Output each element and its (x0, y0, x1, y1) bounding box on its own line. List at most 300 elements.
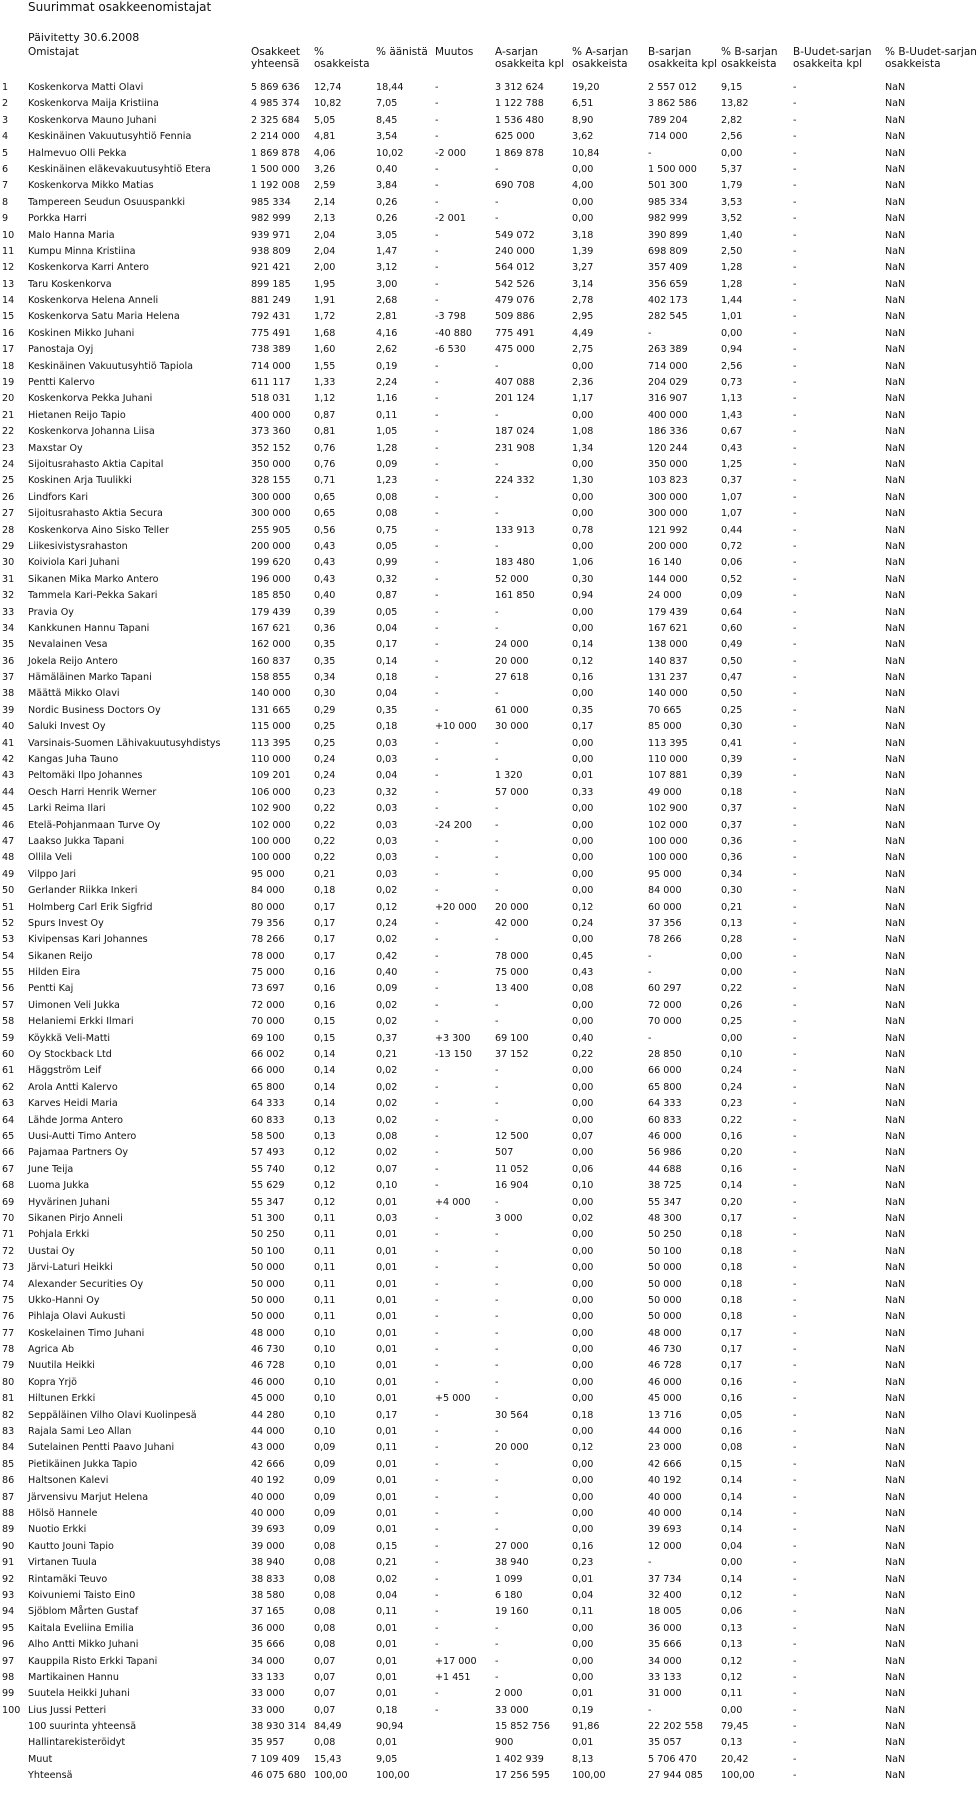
table-cell: NaN (885, 803, 906, 815)
table-row (0, 1375, 960, 1391)
table-cell: 0,11 (376, 1442, 398, 1454)
table-cell: 0,16 (572, 1540, 594, 1552)
table-cell: 0,10 (721, 1049, 743, 1061)
table-cell: 102 000 (648, 819, 688, 831)
table-cell: NaN (885, 901, 906, 913)
table-cell: 0,02 (376, 999, 398, 1011)
table-cell: 792 431 (251, 311, 291, 323)
table-cell: - (793, 1688, 797, 1700)
table-cell: NaN (885, 639, 906, 651)
table-cell: NaN (885, 1344, 906, 1356)
table-cell: 44 000 (648, 1426, 682, 1438)
table-cell: - (495, 1327, 499, 1339)
table-cell: 15 852 756 (495, 1721, 550, 1733)
table-cell: 48 000 (648, 1327, 682, 1339)
table-cell: 80 (2, 1376, 15, 1388)
table-cell: 0,00 (572, 852, 594, 864)
table-row (0, 1604, 960, 1620)
table-cell: 8,45 (376, 114, 398, 126)
table-cell: - (495, 360, 499, 372)
table-cell: 9 (2, 213, 9, 225)
table-cell: - (495, 1376, 499, 1388)
table-cell: - (435, 1098, 439, 1110)
table-cell: 187 024 (495, 426, 535, 438)
table-cell: NaN (885, 1540, 906, 1552)
table-cell: NaN (885, 1049, 906, 1061)
table-cell: 0,12 (572, 901, 594, 913)
table-cell: NaN (885, 655, 906, 667)
table-cell: 0,10 (314, 1360, 336, 1372)
table-cell: 50 250 (648, 1229, 682, 1241)
table-cell: 20 000 (495, 655, 529, 667)
table-cell: 0,03 (376, 1212, 398, 1224)
table-cell: 352 152 (251, 442, 291, 454)
table-cell: 18 005 (648, 1606, 682, 1618)
table-cell: - (495, 1475, 499, 1487)
table-cell: 4,81 (314, 131, 336, 143)
table-cell: - (793, 901, 797, 913)
table-cell: 81 (2, 1393, 15, 1405)
table-cell: 0,00 (572, 409, 594, 421)
table-cell: 3,27 (572, 262, 594, 274)
table-cell: 3,84 (376, 180, 398, 192)
table-cell: 84 000 (648, 885, 682, 897)
table-cell: - (435, 1491, 439, 1503)
table-cell: NaN (885, 983, 906, 995)
table-cell: - (793, 1737, 797, 1749)
table-cell: - (435, 360, 439, 372)
table-cell: 24 000 (648, 590, 682, 602)
owner-name-cell: Karves Heidi Maria (28, 1098, 118, 1110)
table-cell: 48 300 (648, 1212, 682, 1224)
table-cell: NaN (885, 1409, 906, 1421)
table-cell: 42 (2, 754, 15, 766)
table-cell: 179 439 (648, 606, 688, 618)
owner-name-cell: Pietikäinen Jukka Tapio (28, 1458, 138, 1470)
table-cell: 0,18 (721, 1229, 743, 1241)
owner-name-cell: Luoma Jukka (28, 1180, 90, 1192)
table-cell: NaN (885, 344, 906, 356)
table-cell: 2,62 (376, 344, 398, 356)
table-cell: 76 (2, 1311, 15, 1323)
table-cell: 3,12 (376, 262, 398, 274)
table-cell: 0,06 (721, 557, 743, 569)
table-cell: - (435, 1360, 439, 1372)
table-cell: 0,23 (721, 1098, 743, 1110)
table-cell: - (435, 1229, 439, 1241)
table-cell: 0,10 (314, 1327, 336, 1339)
table-cell: 64 333 (251, 1098, 285, 1110)
owner-name-cell: Rintamäki Teuvo (28, 1573, 108, 1585)
table-row (0, 1621, 960, 1637)
table-cell: 12 500 (495, 1131, 529, 1142)
table-cell: - (435, 1426, 439, 1438)
table-cell: 48 000 (251, 1327, 285, 1339)
table-cell: 501 300 (648, 180, 688, 192)
table-cell: 42 666 (648, 1458, 682, 1470)
table-cell: 44 280 (251, 1409, 285, 1421)
table-cell: NaN (885, 704, 906, 716)
table-cell: - (793, 983, 797, 995)
table-cell: 3,54 (376, 131, 398, 143)
table-cell: - (793, 704, 797, 716)
table-cell: NaN (885, 557, 906, 569)
table-cell: 881 249 (251, 295, 291, 307)
table-cell: 300 000 (648, 491, 688, 503)
table-cell: 0,07 (314, 1704, 336, 1716)
table-cell: 1 500 000 (648, 163, 697, 175)
table-cell: - (435, 639, 439, 651)
owner-name-cell: Koskenkorva Helena Anneli (28, 295, 159, 307)
table-cell: 0,01 (376, 1507, 398, 1519)
table-cell: 1,28 (721, 278, 743, 290)
table-cell: 100 (2, 1704, 21, 1716)
table-cell: - (648, 327, 652, 339)
table-cell: 0,04 (376, 1589, 398, 1601)
owner-name-cell: Koskenkorva Maija Kristiina (28, 98, 159, 110)
table-cell: 2 (2, 98, 9, 110)
table-cell: - (793, 1344, 797, 1356)
table-cell: - (495, 1245, 499, 1257)
table-cell: - (435, 163, 439, 175)
table-cell: 0,00 (572, 1671, 594, 1683)
table-row (0, 572, 960, 588)
column-header: % B-sarjan osakkeista (721, 46, 778, 70)
table-cell: - (793, 917, 797, 929)
table-cell: 0,56 (314, 524, 336, 536)
table-cell: 0,00 (572, 1081, 594, 1093)
table-cell: - (495, 868, 499, 880)
table-cell: 939 971 (251, 229, 291, 241)
table-cell: 45 000 (648, 1393, 682, 1405)
table-cell: 46 728 (251, 1360, 285, 1372)
table-cell: 938 809 (251, 245, 291, 257)
table-cell: 0,43 (314, 557, 336, 569)
table-cell: 0,01 (376, 1311, 398, 1323)
table-cell: 138 000 (648, 639, 688, 651)
table-cell: - (793, 1327, 797, 1339)
owner-name-cell: June Teija (28, 1163, 74, 1175)
table-cell: 0,50 (721, 655, 743, 667)
table-cell: +4 000 (435, 1196, 471, 1208)
table-cell: 0,44 (721, 524, 743, 536)
table-cell: 0,02 (376, 1114, 398, 1126)
table-cell: - (793, 835, 797, 847)
table-cell: - (793, 360, 797, 372)
table-cell: 72 (2, 1245, 15, 1257)
table-cell: 0,12 (721, 1671, 743, 1683)
table-cell: 0,08 (314, 1573, 336, 1585)
table-cell: 96 (2, 1639, 15, 1651)
table-cell: 1,01 (721, 311, 743, 323)
table-cell: 0,11 (572, 1606, 594, 1618)
table-cell: 0,12 (376, 901, 398, 913)
owner-name-cell: Koskenkorva Mikko Matias (28, 180, 154, 192)
table-cell: 0,00 (572, 163, 594, 175)
table-cell: - (793, 1557, 797, 1569)
table-cell: - (435, 704, 439, 716)
table-cell: 84,49 (314, 1721, 342, 1733)
table-cell: 0,01 (376, 1196, 398, 1208)
table-row (0, 818, 960, 834)
table-cell: 95 000 (251, 868, 285, 880)
table-row (0, 1424, 960, 1440)
table-row (0, 1473, 960, 1489)
table-cell: - (793, 508, 797, 520)
table-cell: 109 201 (251, 770, 291, 782)
table-cell: 263 389 (648, 344, 688, 356)
table-cell: 46 075 680 (251, 1770, 306, 1782)
owner-name-cell: Kopra Yrjö (28, 1376, 77, 1388)
owner-name-cell: Koskenkorva Matti Olavi (28, 82, 144, 93)
table-cell: 982 999 (251, 213, 291, 225)
table-cell: 6 180 (495, 1589, 523, 1601)
table-cell: 0,02 (376, 1016, 398, 1028)
table-cell: 70 000 (648, 1016, 682, 1028)
table-cell: 161 850 (495, 590, 535, 602)
table-cell: - (435, 114, 439, 126)
table-cell: 26 (2, 491, 15, 503)
table-cell: 5 (2, 147, 9, 159)
owner-name-cell: Koskinen Mikko Juhani (28, 327, 135, 339)
table-row (0, 1195, 960, 1211)
table-cell: - (793, 147, 797, 159)
table-cell: 0,16 (314, 967, 336, 979)
table-cell: - (793, 885, 797, 897)
table-cell: 90,94 (376, 1721, 404, 1733)
table-cell: - (435, 1163, 439, 1175)
table-cell: 185 850 (251, 590, 291, 602)
table-cell: - (793, 721, 797, 733)
table-cell: 0,18 (721, 1294, 743, 1306)
table-cell: 50 000 (251, 1278, 285, 1290)
table-cell: 0,10 (314, 1409, 336, 1421)
table-cell: NaN (885, 1327, 906, 1339)
table-cell: 0,24 (572, 917, 594, 929)
table-cell: 1,72 (314, 311, 336, 323)
table-cell: 0,00 (572, 606, 594, 618)
table-cell: 350 000 (251, 458, 291, 470)
owner-name-cell: Tammela Kari-Pekka Sakari (28, 590, 158, 602)
owner-name-cell: Muut (28, 1753, 53, 1765)
table-cell: 107 881 (648, 770, 688, 782)
table-cell: 2,04 (314, 245, 336, 257)
table-row (0, 1654, 960, 1670)
table-cell: NaN (885, 1098, 906, 1110)
table-cell: NaN (885, 1131, 906, 1142)
table-cell: - (435, 180, 439, 192)
table-cell: 133 913 (495, 524, 535, 536)
table-cell: 24 000 (495, 639, 529, 651)
table-cell: 0,08 (376, 1131, 398, 1142)
table-cell: - (435, 1540, 439, 1552)
table-cell: 2,56 (721, 360, 743, 372)
table-cell: 71 (2, 1229, 15, 1241)
table-cell: 93 (2, 1589, 15, 1601)
table-row (0, 490, 960, 506)
table-row (0, 359, 960, 375)
table-cell: 0,04 (376, 622, 398, 634)
table-cell: 72 000 (251, 999, 285, 1011)
table-cell: - (495, 163, 499, 175)
table-cell: 0,15 (314, 1032, 336, 1044)
table-row (0, 719, 960, 735)
column-header: B-Uudet-sarjan osakkeita kpl (793, 46, 872, 70)
table-cell: 0,02 (376, 934, 398, 946)
table-cell: 102 000 (251, 819, 291, 831)
table-cell: 0,40 (314, 590, 336, 602)
table-row (0, 178, 960, 194)
table-cell: 4,06 (314, 147, 336, 159)
table-cell: - (435, 1622, 439, 1634)
owner-name-cell: Nordic Business Doctors Oy (28, 704, 161, 716)
table-cell: 1,43 (721, 409, 743, 421)
table-cell: 22 202 558 (648, 1721, 703, 1733)
table-cell: NaN (885, 278, 906, 290)
table-cell: - (495, 1622, 499, 1634)
table-cell: 3,52 (721, 213, 743, 225)
table-cell: - (495, 1655, 499, 1667)
owner-name-cell: Lähde Jorma Antero (28, 1114, 124, 1126)
table-cell: 0,10 (314, 1344, 336, 1356)
table-cell: 0,52 (721, 573, 743, 585)
table-cell: 0,00 (721, 1704, 743, 1716)
table-cell: 2,82 (721, 114, 743, 126)
table-cell: 33 (2, 606, 15, 618)
table-cell: 40 000 (251, 1507, 285, 1519)
column-header: % A-sarjan osakkeista (572, 46, 629, 70)
table-cell: 50 000 (648, 1278, 682, 1290)
table-cell: 55 629 (251, 1180, 285, 1192)
table-cell: NaN (885, 245, 906, 257)
table-cell: NaN (885, 82, 906, 93)
table-cell: - (435, 1688, 439, 1700)
table-cell: 69 100 (495, 1032, 529, 1044)
table-cell: 0,20 (721, 1196, 743, 1208)
table-cell: 1,33 (314, 377, 336, 389)
owner-name-cell: Yhteensä (28, 1770, 73, 1782)
table-cell: - (793, 1131, 797, 1142)
table-row (0, 1113, 960, 1129)
table-row (0, 473, 960, 489)
owner-name-cell: Kivipensas Kari Johannes (28, 934, 148, 946)
table-cell: 1,28 (721, 262, 743, 274)
table-cell: - (793, 393, 797, 405)
table-cell: 0,72 (721, 540, 743, 552)
table-cell: 0,41 (721, 737, 743, 749)
owner-name-cell: Uustai Oy (28, 1245, 75, 1257)
table-cell: 0,35 (572, 704, 594, 716)
table-cell: - (435, 458, 439, 470)
table-cell: NaN (885, 524, 906, 536)
table-cell: 30 564 (495, 1409, 529, 1421)
table-row (0, 883, 960, 899)
table-cell: 20 (2, 393, 15, 405)
table-cell: 46 730 (251, 1344, 285, 1356)
table-cell: - (793, 1458, 797, 1470)
table-cell: 82 (2, 1409, 15, 1421)
table-cell: -13 150 (435, 1049, 473, 1061)
table-cell: 19 (2, 377, 15, 389)
table-cell: 0,14 (721, 1475, 743, 1487)
table-cell: - (435, 622, 439, 634)
table-cell: 0,01 (376, 1475, 398, 1487)
table-cell: 0,01 (376, 1278, 398, 1290)
table-cell: NaN (885, 409, 906, 421)
table-cell: 0,00 (572, 540, 594, 552)
table-cell: - (793, 262, 797, 274)
table-cell: NaN (885, 393, 906, 405)
table-cell: 0,03 (376, 803, 398, 815)
table-cell: 0,01 (376, 1671, 398, 1683)
table-cell: 0,00 (572, 458, 594, 470)
table-cell: - (435, 1557, 439, 1569)
table-cell: - (435, 557, 439, 569)
table-cell: 110 000 (648, 754, 688, 766)
owner-name-cell: Nuotio Erkki (28, 1524, 87, 1536)
table-cell: 0,07 (572, 1131, 594, 1142)
table-cell: 1,12 (314, 393, 336, 405)
table-cell: 34 000 (251, 1655, 285, 1667)
table-cell: 0,00 (572, 1065, 594, 1077)
table-cell: 509 886 (495, 311, 535, 323)
table-cell: 51 (2, 901, 15, 913)
table-cell: 0,00 (572, 1622, 594, 1634)
table-cell: - (495, 1016, 499, 1028)
table-cell: 85 000 (648, 721, 682, 733)
table-cell: - (435, 524, 439, 536)
table-cell: 224 332 (495, 475, 535, 487)
table-cell: 5,37 (721, 163, 743, 175)
table-cell: 899 185 (251, 278, 291, 290)
table-cell: - (793, 1376, 797, 1388)
table-row (0, 1522, 960, 1538)
table-row (0, 1063, 960, 1079)
table-cell: 0,00 (572, 1278, 594, 1290)
table-cell: 0,13 (721, 1622, 743, 1634)
table-cell: 985 334 (251, 196, 291, 208)
table-cell: - (495, 409, 499, 421)
table-cell: 0,01 (572, 770, 594, 782)
table-cell: - (793, 213, 797, 225)
table-cell: 2,36 (572, 377, 594, 389)
table-cell: 66 (2, 1147, 15, 1159)
table-cell: - (793, 327, 797, 339)
table-cell: - (793, 754, 797, 766)
owner-name-cell: Laakso Jukka Tapani (28, 835, 125, 847)
table-cell: - (435, 1327, 439, 1339)
table-cell: 0,04 (572, 1589, 594, 1601)
table-cell: NaN (885, 196, 906, 208)
table-cell: 0,14 (376, 655, 398, 667)
table-cell: - (793, 606, 797, 618)
table-row (0, 80, 960, 96)
table-cell: 3 (2, 114, 9, 126)
table-cell: - (435, 950, 439, 962)
table-cell: - (435, 1458, 439, 1470)
table-cell: 61 (2, 1065, 15, 1077)
table-cell: 53 (2, 934, 15, 946)
table-cell: 0,00 (572, 196, 594, 208)
table-cell: 0,00 (572, 835, 594, 847)
table-cell: - (793, 803, 797, 815)
table-cell: 0,26 (376, 196, 398, 208)
table-cell: 57 493 (251, 1147, 285, 1159)
table-cell: 0,17 (572, 721, 594, 733)
table-cell: 19,20 (572, 82, 600, 93)
table-cell: 0,08 (314, 1557, 336, 1569)
table-cell: 92 (2, 1573, 15, 1585)
